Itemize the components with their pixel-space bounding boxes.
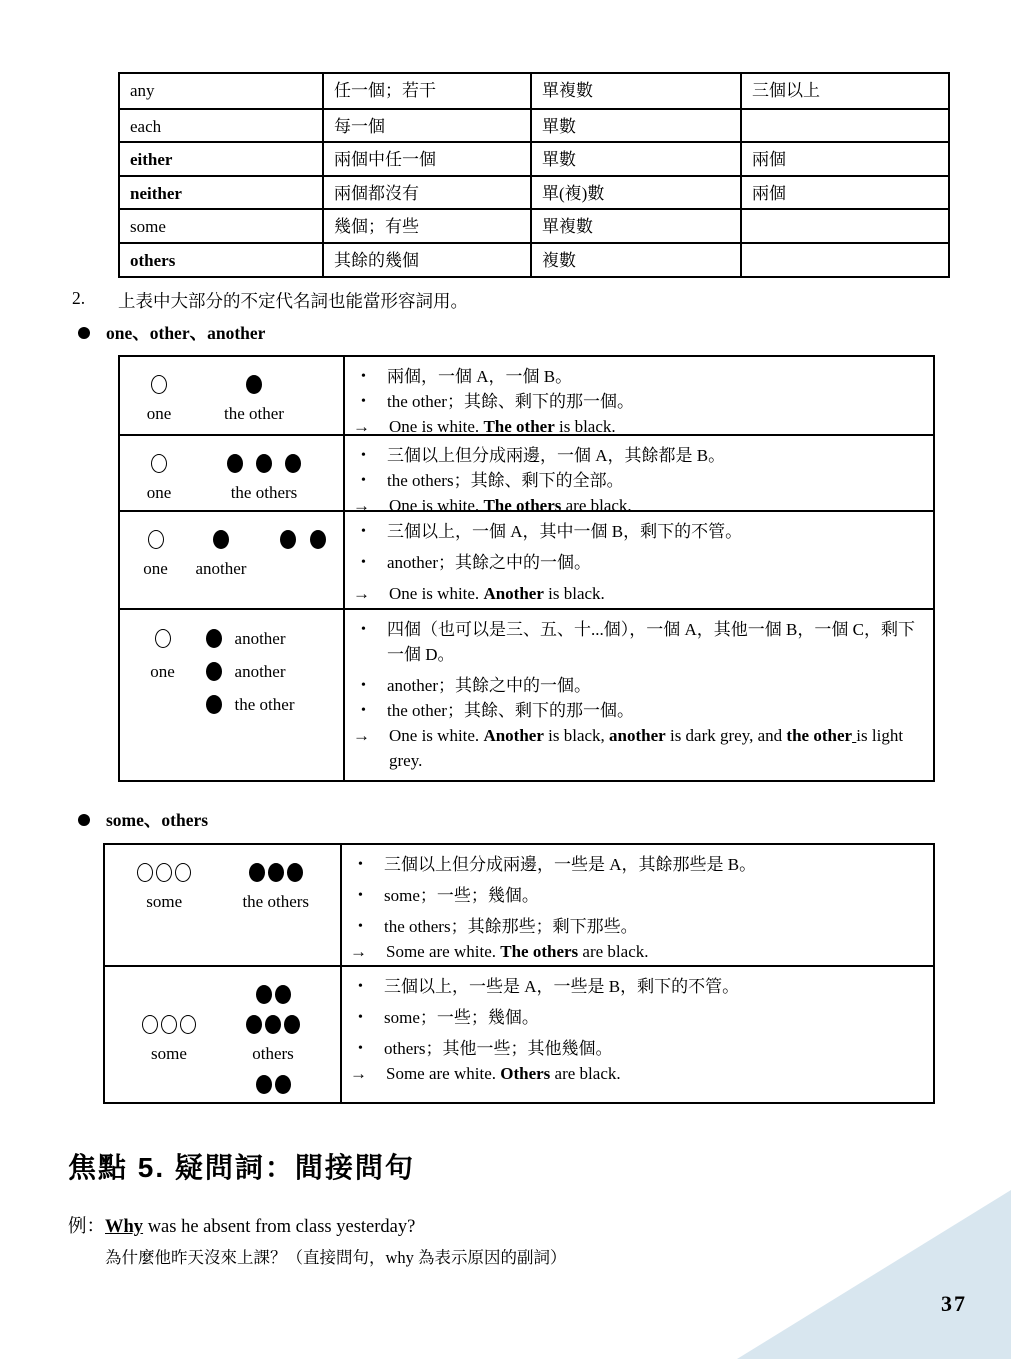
diagram-label: one xyxy=(146,404,172,423)
explanation-column xyxy=(345,610,933,780)
black-circle-icon xyxy=(246,375,262,394)
line-text xyxy=(387,698,923,723)
table-cell: 複數 xyxy=(530,244,740,276)
bullet-icon: • xyxy=(361,622,366,637)
text-segment: One is white. xyxy=(389,584,484,603)
diagram-cell xyxy=(132,622,193,655)
black-circle-icon xyxy=(275,1075,291,1094)
text-segment: is black, xyxy=(543,726,610,745)
text-segment: are black. xyxy=(561,496,632,515)
table-cell: 兩個中任一個 xyxy=(322,143,530,175)
diagram-label: one xyxy=(146,483,172,502)
text-segment: Others xyxy=(500,1064,551,1083)
diagram-cell xyxy=(263,524,343,554)
bullet-icon: • xyxy=(358,1041,363,1056)
table-cell: some xyxy=(130,217,166,237)
table-cell: 兩個都沒有 xyxy=(322,177,530,209)
white-circle-icon xyxy=(137,863,153,882)
diagram-cell xyxy=(193,688,234,721)
bullet-line xyxy=(359,468,923,493)
arrow-icon: → xyxy=(353,496,370,515)
white-circle-icon xyxy=(148,530,164,549)
bullet-line xyxy=(359,519,923,544)
diagram-line xyxy=(117,979,340,1009)
bullet-line xyxy=(356,883,923,908)
section-label: one、other、another xyxy=(106,323,266,343)
corner-decoration xyxy=(737,1190,1011,1359)
text-segment: some；一些；幾個。 xyxy=(384,1008,539,1027)
diagram-cell xyxy=(221,1069,325,1099)
bullet-line xyxy=(356,914,923,939)
text-segment: 三個以上但分成兩邊，一些是 A，其餘那些是 B。 xyxy=(384,855,757,874)
text-segment: One is white. xyxy=(389,496,484,515)
bullet-icon: • xyxy=(358,888,363,903)
diagram-cell xyxy=(132,688,193,721)
table-cell: others xyxy=(130,250,176,270)
diagram-column xyxy=(105,845,342,965)
text-segment: are black. xyxy=(550,1064,621,1083)
line-text xyxy=(384,1005,923,1030)
bullet-line xyxy=(359,617,923,667)
table-cell xyxy=(740,110,948,142)
note-text: 上表中大部分的不定代名詞也能當形容詞用。 xyxy=(118,291,468,311)
table-cell xyxy=(740,244,948,276)
black-circle-icon xyxy=(284,1015,300,1034)
table-cell: 幾個；有些 xyxy=(322,210,530,242)
black-circle-icon xyxy=(227,454,243,473)
explanation-column xyxy=(342,967,933,1102)
black-circle-icon xyxy=(256,985,272,1004)
text-segment: Some are white. xyxy=(386,1064,501,1083)
diagram-cell xyxy=(263,554,343,584)
explanation-column xyxy=(345,357,933,434)
text-segment: The other xyxy=(483,417,555,436)
diagram-cell xyxy=(186,478,342,508)
table-cell: 每一個 xyxy=(322,110,530,142)
diagram-label: the other xyxy=(234,694,295,714)
diagram-cell xyxy=(235,622,343,655)
line-text xyxy=(384,852,923,877)
table-cell: 三個以上 xyxy=(740,74,948,108)
example-rest: was he absent from class yesterday? xyxy=(143,1217,416,1237)
text-segment: One is white. xyxy=(389,417,484,436)
bullet-line xyxy=(356,852,923,877)
text-segment: 三個以上，一些是 A，一些是 B，剩下的不管。 xyxy=(384,977,740,996)
bullet-icon: • xyxy=(361,524,366,539)
explanation-column xyxy=(345,512,933,608)
diagram-line xyxy=(117,1009,340,1039)
text-segment: is dark grey, and xyxy=(665,726,787,745)
bullet-icon: • xyxy=(361,703,366,718)
diagram-label: the others xyxy=(230,483,298,502)
diagram-cell xyxy=(193,622,234,655)
bullet-icon: • xyxy=(361,473,366,488)
text-segment: 三個以上但分成兩邊，一個 A，其餘都是 B。 xyxy=(387,446,726,465)
line-text xyxy=(387,468,923,493)
bullet-line xyxy=(359,673,923,698)
diagram-cell xyxy=(179,524,263,554)
diagram-cell xyxy=(179,554,263,584)
black-circle-icon xyxy=(287,863,303,882)
text-segment: is black. xyxy=(554,417,616,436)
text-segment: another；其餘之中的一個。 xyxy=(387,553,591,572)
diagram-line xyxy=(117,1039,340,1069)
white-circle-icon xyxy=(175,863,191,882)
table-cell: 兩個 xyxy=(740,177,948,209)
black-circle-icon xyxy=(265,1015,281,1034)
diagram-cell xyxy=(186,399,322,429)
text-segment: the others；其餘那些；剩下那些。 xyxy=(384,917,638,936)
table-cell: 其餘的幾個 xyxy=(322,244,530,276)
bullet-line xyxy=(359,550,923,575)
bullet-line xyxy=(356,1005,923,1030)
text-segment: are black. xyxy=(578,942,649,961)
text-segment: The others xyxy=(483,496,562,515)
table-cell: neither xyxy=(130,183,182,203)
diagram-cell xyxy=(117,1039,221,1069)
white-circle-icon xyxy=(161,1015,177,1034)
diagram-label: one xyxy=(143,559,168,578)
black-circle-icon xyxy=(268,863,284,882)
diagram-cell xyxy=(132,554,179,584)
diagram-cell xyxy=(132,655,193,688)
table-row xyxy=(105,845,933,965)
arrow-icon: → xyxy=(353,417,370,436)
bullet-icon: • xyxy=(361,369,366,384)
table-row xyxy=(120,208,948,242)
text-segment: the other xyxy=(786,726,853,745)
diagram-cell xyxy=(211,857,340,887)
diagram-label: some xyxy=(146,892,183,911)
text-segment: 三個以上，一個 A，其中一個 B，剩下的不管。 xyxy=(387,522,743,541)
table-cell: 單數 xyxy=(530,110,740,142)
line-text xyxy=(389,723,923,773)
diagram-cell xyxy=(221,1039,325,1069)
diagram-cell xyxy=(132,399,186,429)
black-circle-icon xyxy=(206,662,222,681)
text-segment: The others xyxy=(500,942,579,961)
arrow-icon: → xyxy=(353,726,370,745)
text-segment: the other；其餘、剩下的那一個。 xyxy=(387,701,634,720)
bullet-icon: • xyxy=(358,979,363,994)
diagram-label: another xyxy=(234,661,286,681)
diagram-line xyxy=(132,655,343,688)
diagram-cell xyxy=(186,448,342,478)
diagram-line xyxy=(132,369,343,399)
arrow-line xyxy=(350,1061,923,1086)
diagram-cell xyxy=(193,655,234,688)
diagram-cell xyxy=(186,369,322,399)
bullet-dot-icon xyxy=(78,814,90,826)
diagram-column xyxy=(105,967,342,1102)
explanation-column xyxy=(345,436,933,515)
table-cell: 單(複)數 xyxy=(530,177,740,209)
black-circle-icon xyxy=(213,530,229,549)
diagram-line xyxy=(117,1069,340,1099)
section-header-one-other-another xyxy=(78,320,265,345)
text-segment: others；其他一些；其他幾個。 xyxy=(384,1039,613,1058)
white-circle-icon xyxy=(142,1015,158,1034)
line-text xyxy=(389,581,923,606)
table-cell: 兩個 xyxy=(740,143,948,175)
line-text xyxy=(387,364,923,389)
line-text xyxy=(387,617,923,667)
one-other-another-table xyxy=(118,355,935,782)
diagram-line xyxy=(132,399,343,429)
bullet-line xyxy=(359,698,923,723)
diagram-line xyxy=(132,448,343,478)
white-circle-icon xyxy=(151,454,167,473)
example-prefix: 例： xyxy=(68,1217,106,1237)
example-sentence xyxy=(68,1212,415,1238)
bullet-icon: • xyxy=(358,857,363,872)
arrow-icon: → xyxy=(350,1064,367,1083)
line-text xyxy=(387,519,923,544)
diagram-line xyxy=(117,887,340,917)
diagram-cell xyxy=(211,887,340,917)
section-label: some、others xyxy=(106,810,209,830)
table-row xyxy=(120,108,948,142)
page-number: 37 xyxy=(941,1291,967,1316)
white-circle-icon xyxy=(156,863,172,882)
arrow-icon: → xyxy=(353,584,370,603)
text-segment: Some are white. xyxy=(386,942,501,961)
table-cell: either xyxy=(130,150,173,170)
some-others-table xyxy=(103,843,935,1104)
diagram-line xyxy=(132,478,343,508)
table-row xyxy=(120,242,948,276)
text-segment: is black. xyxy=(543,584,605,603)
diagram-label: some xyxy=(151,1044,187,1063)
line-text xyxy=(384,914,923,939)
text-segment: Another xyxy=(483,584,544,603)
table-row xyxy=(120,74,948,108)
diagram-label: the others xyxy=(242,892,310,911)
diagram-cell xyxy=(117,1069,221,1099)
diagram-label: one xyxy=(150,661,175,681)
line-text xyxy=(387,550,923,575)
table-cell: any xyxy=(130,81,155,100)
white-circle-icon xyxy=(151,375,167,394)
line-text xyxy=(384,883,923,908)
table-row xyxy=(120,510,933,608)
diagram-cell xyxy=(117,887,211,917)
table-cell: 任一個；若干 xyxy=(322,74,530,108)
section-header-some-others xyxy=(78,807,208,832)
pronoun-table xyxy=(118,72,950,278)
diagram-line xyxy=(132,688,343,721)
text-segment: the other；其餘、剩下的那一個。 xyxy=(387,392,634,411)
table-row xyxy=(120,357,933,434)
black-circle-icon xyxy=(256,454,272,473)
table-cell: 單複數 xyxy=(530,74,740,108)
black-circle-icon xyxy=(310,530,326,549)
line-text xyxy=(386,1061,923,1086)
diagram-label: the other xyxy=(224,404,284,423)
bullet-icon: • xyxy=(361,448,366,463)
bullet-icon: • xyxy=(361,555,366,570)
bullet-icon: • xyxy=(361,678,366,693)
note-item-2 xyxy=(72,288,468,313)
text-segment: the others；其餘、剩下的全部。 xyxy=(387,471,624,490)
diagram-column xyxy=(120,512,345,608)
bullet-icon: • xyxy=(358,919,363,934)
diagram-line xyxy=(132,524,343,554)
text-segment: 四個（也可以是三、五、十...個），一個 A，其他一個 B，一個 C，剩下一個 D。 xyxy=(387,620,915,664)
note-number: 2. xyxy=(72,288,86,308)
diagram-column xyxy=(120,357,345,434)
black-circle-icon xyxy=(246,1015,262,1034)
table-cell: 單數 xyxy=(530,143,740,175)
white-circle-icon xyxy=(155,629,171,648)
line-text xyxy=(384,1036,923,1061)
line-text xyxy=(387,389,923,414)
bullet-line xyxy=(359,443,923,468)
table-row xyxy=(105,965,933,1102)
diagram-line xyxy=(117,857,340,887)
table-cell: 單複數 xyxy=(530,210,740,242)
table-cell: each xyxy=(130,116,162,136)
black-circle-icon xyxy=(275,985,291,1004)
black-circle-icon xyxy=(280,530,296,549)
line-text xyxy=(387,673,923,698)
black-circle-icon xyxy=(206,629,222,648)
text-segment: 兩個，一個 A，一個 B。 xyxy=(387,367,573,386)
diagram-cell xyxy=(117,1009,221,1039)
focus-5-heading: 焦點 5. 疑問詞：間接問句 xyxy=(68,1152,415,1183)
table-cell xyxy=(740,210,948,242)
bullet-line xyxy=(356,974,923,999)
bullet-line xyxy=(359,364,923,389)
white-circle-icon xyxy=(180,1015,196,1034)
bullet-icon: • xyxy=(358,1010,363,1025)
bullet-icon: • xyxy=(361,394,366,409)
diagram-cell xyxy=(221,1009,325,1039)
arrow-icon: → xyxy=(350,942,367,961)
diagram-cell xyxy=(235,655,343,688)
diagram-cell xyxy=(117,857,211,887)
table-row xyxy=(120,434,933,515)
table-row xyxy=(120,141,948,175)
diagram-cell xyxy=(221,979,325,1009)
arrow-line xyxy=(353,581,923,606)
text-segment: One is white. xyxy=(389,726,484,745)
diagram-line xyxy=(132,622,343,655)
example-underlined-word: Why xyxy=(105,1217,144,1237)
text-segment: another；其餘之中的一個。 xyxy=(387,676,591,695)
black-circle-icon xyxy=(256,1075,272,1094)
example-translation: 為什麼他昨天沒來上課？（直接問句，why 為表示原因的副詞） xyxy=(105,1248,567,1267)
black-circle-icon xyxy=(285,454,301,473)
line-text xyxy=(384,974,923,999)
arrow-line xyxy=(350,939,923,964)
table-row xyxy=(120,608,933,780)
text-segment: some；一些；幾個。 xyxy=(384,886,539,905)
text-segment: another xyxy=(609,726,666,745)
diagram-cell xyxy=(117,979,221,1009)
diagram-column xyxy=(120,610,345,780)
diagram-cell xyxy=(132,524,179,554)
diagram-line xyxy=(132,554,343,584)
diagram-column xyxy=(120,436,345,510)
diagram-cell xyxy=(235,688,343,721)
text-segment: Another xyxy=(483,726,544,745)
line-text xyxy=(386,939,923,964)
diagram-cell xyxy=(132,369,186,399)
diagram-label: another xyxy=(234,628,286,648)
explanation-column xyxy=(342,845,933,965)
black-circle-icon xyxy=(249,863,265,882)
black-circle-icon xyxy=(206,695,222,714)
text-segment: is light grey. xyxy=(389,726,908,770)
bullet-line xyxy=(359,389,923,414)
bullet-dot-icon xyxy=(78,327,90,339)
line-text xyxy=(387,443,923,468)
diagram-cell xyxy=(132,478,186,508)
diagram-cell xyxy=(132,448,186,478)
table-row xyxy=(120,175,948,209)
arrow-line xyxy=(353,723,923,773)
bullet-line xyxy=(356,1036,923,1061)
diagram-label: others xyxy=(252,1044,294,1063)
diagram-label: another xyxy=(195,559,247,578)
